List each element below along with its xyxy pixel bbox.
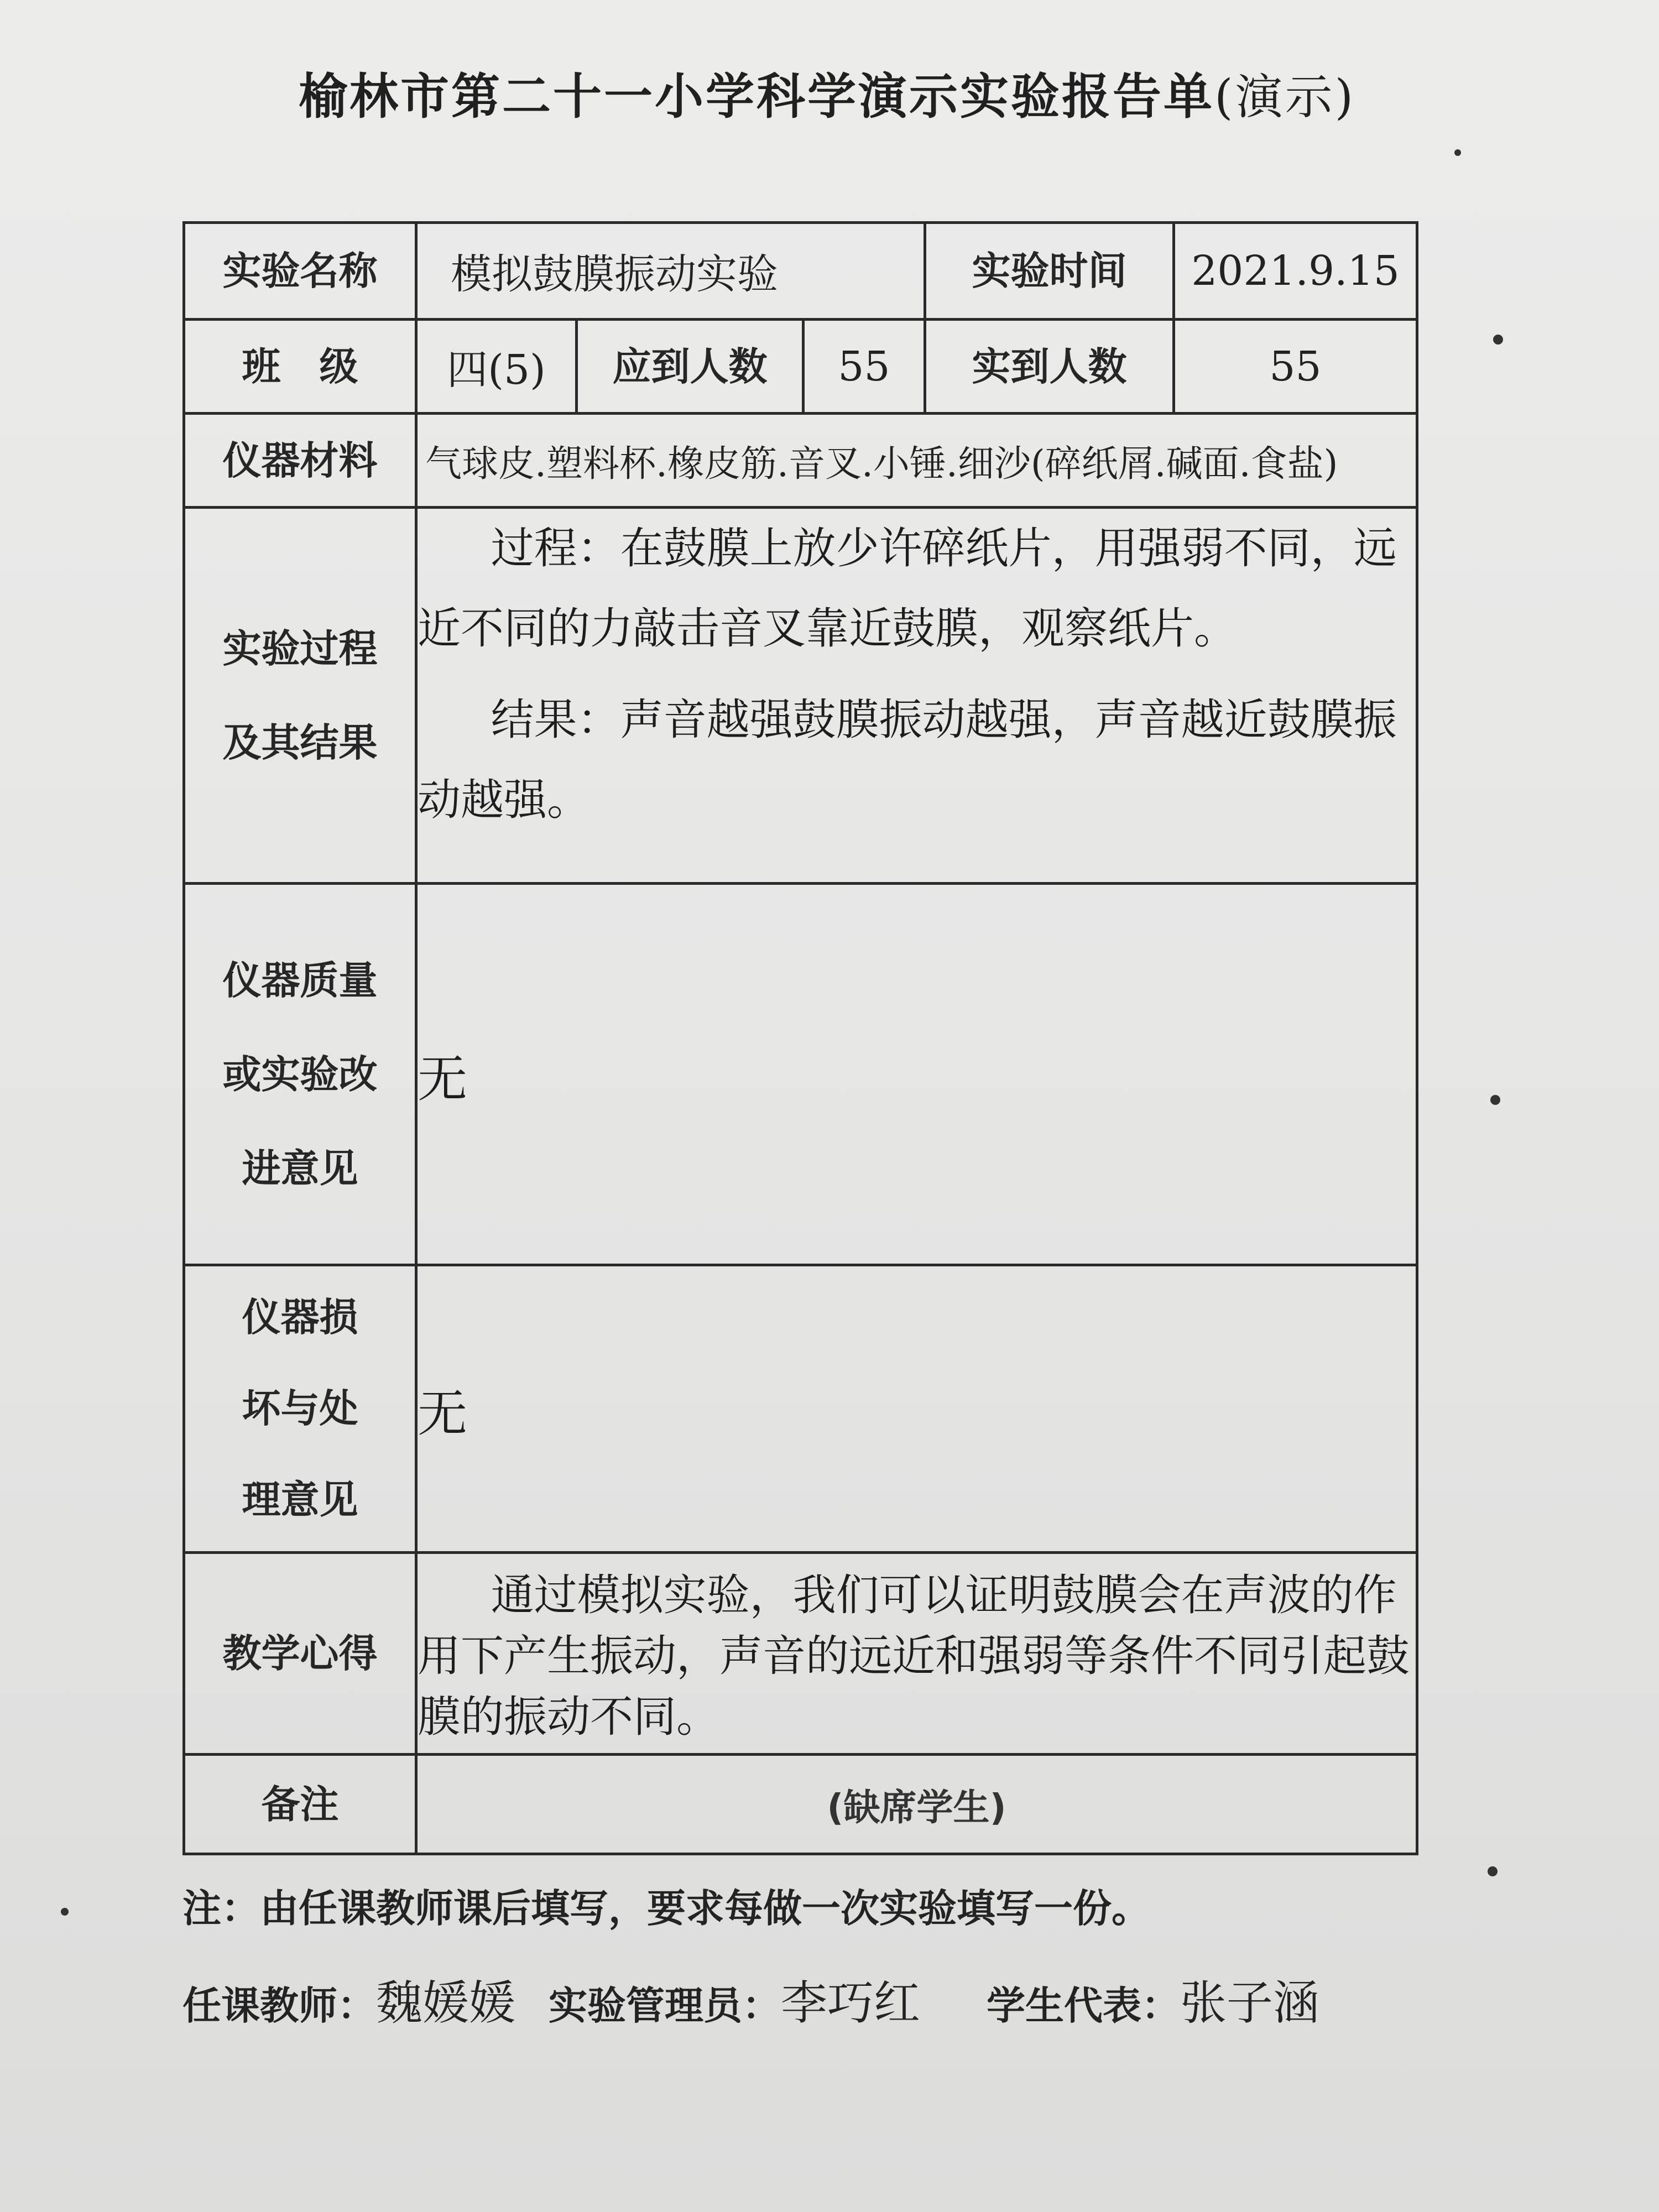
teacher-label: 任课教师： xyxy=(182,1983,376,2028)
damage-value: 无 xyxy=(416,1265,1417,1553)
quality-label xyxy=(184,884,416,1265)
page-title xyxy=(299,58,1355,128)
footer-note: 注：由任课教师课后填写，要求每做一次实验填写一份。 xyxy=(182,1886,1150,1931)
reflection-text: 通过模拟实验，我们可以证明鼓膜会在声波的作用下产生振动，声音的远近和强弱等条件不同引起鼓膜的振动不同。 xyxy=(418,1571,1410,1742)
row-name xyxy=(184,223,1417,320)
expected-value: 55 xyxy=(804,320,925,414)
speck xyxy=(1488,1866,1498,1876)
row-materials xyxy=(184,414,1417,508)
speck xyxy=(1454,149,1461,156)
reflection-content xyxy=(416,1553,1417,1755)
teacher-signature: 魏媛媛 xyxy=(376,1976,516,2030)
row-reflection xyxy=(184,1553,1417,1755)
row-remark xyxy=(184,1755,1417,1854)
process-label-line-2: 及其结果 xyxy=(222,719,378,765)
process-label xyxy=(184,508,416,884)
row-class xyxy=(184,320,1417,414)
footer-signatures xyxy=(182,1966,1319,2033)
class-label: 班 级 xyxy=(184,320,416,414)
remark-label: 备注 xyxy=(184,1755,416,1854)
process-label-line-1: 实验过程 xyxy=(222,625,378,671)
name-value: 模拟鼓膜振动实验 xyxy=(416,223,925,320)
quality-label-line-3: 进意见 xyxy=(242,1145,358,1191)
actual-label: 实到人数 xyxy=(925,320,1174,414)
student-label: 学生代表： xyxy=(987,1983,1181,2028)
remark-value: (缺席学生) xyxy=(416,1755,1417,1854)
expected-label: 应到人数 xyxy=(577,320,804,414)
student-signature: 张子涵 xyxy=(1180,1976,1320,2030)
materials-value: 气球皮.塑料杯.橡皮筋.音叉.小锤.细沙(碎纸屑.碱面.食盐) xyxy=(416,414,1417,508)
reflection-label: 教学心得 xyxy=(184,1553,416,1755)
damage-label-line-3: 理意见 xyxy=(242,1477,358,1522)
admin-label: 实验管理员： xyxy=(549,1983,781,2028)
title-main: 榆林市第二十一小学科学演示实验报告单 xyxy=(299,68,1215,125)
class-value: 四(5) xyxy=(416,320,577,414)
quality-label-line-2: 或实验改 xyxy=(222,1051,378,1097)
process-text: 过程：在鼓膜上放少许碎纸片，用强弱不同，远近不同的力敲击音叉靠近鼓膜，观察纸片。 xyxy=(418,524,1397,654)
materials-label: 仪器材料 xyxy=(184,414,416,508)
process-content xyxy=(416,508,1417,884)
report-table xyxy=(182,221,1418,1855)
time-label: 实验时间 xyxy=(925,223,1174,320)
damage-label-line-2: 坏与处 xyxy=(242,1386,358,1431)
damage-label-line-1: 仪器损 xyxy=(242,1295,358,1340)
admin-signature: 李巧红 xyxy=(781,1976,921,2030)
quality-label-line-1: 仪器质量 xyxy=(222,957,378,1003)
speck xyxy=(1490,1095,1500,1105)
title-note: (演示) xyxy=(1214,70,1356,125)
row-damage xyxy=(184,1265,1417,1553)
speck xyxy=(1493,335,1503,345)
name-label: 实验名称 xyxy=(184,223,416,320)
quality-value: 无 xyxy=(416,884,1417,1265)
actual-value: 55 xyxy=(1174,320,1417,414)
time-value: 2021.9.15 xyxy=(1174,223,1417,320)
speck xyxy=(61,1908,69,1916)
result-text: 结果：声音越强鼓膜振动越强，声音越近鼓膜振动越强。 xyxy=(418,695,1397,825)
row-process xyxy=(184,508,1417,884)
damage-label xyxy=(184,1265,416,1553)
row-quality xyxy=(184,884,1417,1265)
